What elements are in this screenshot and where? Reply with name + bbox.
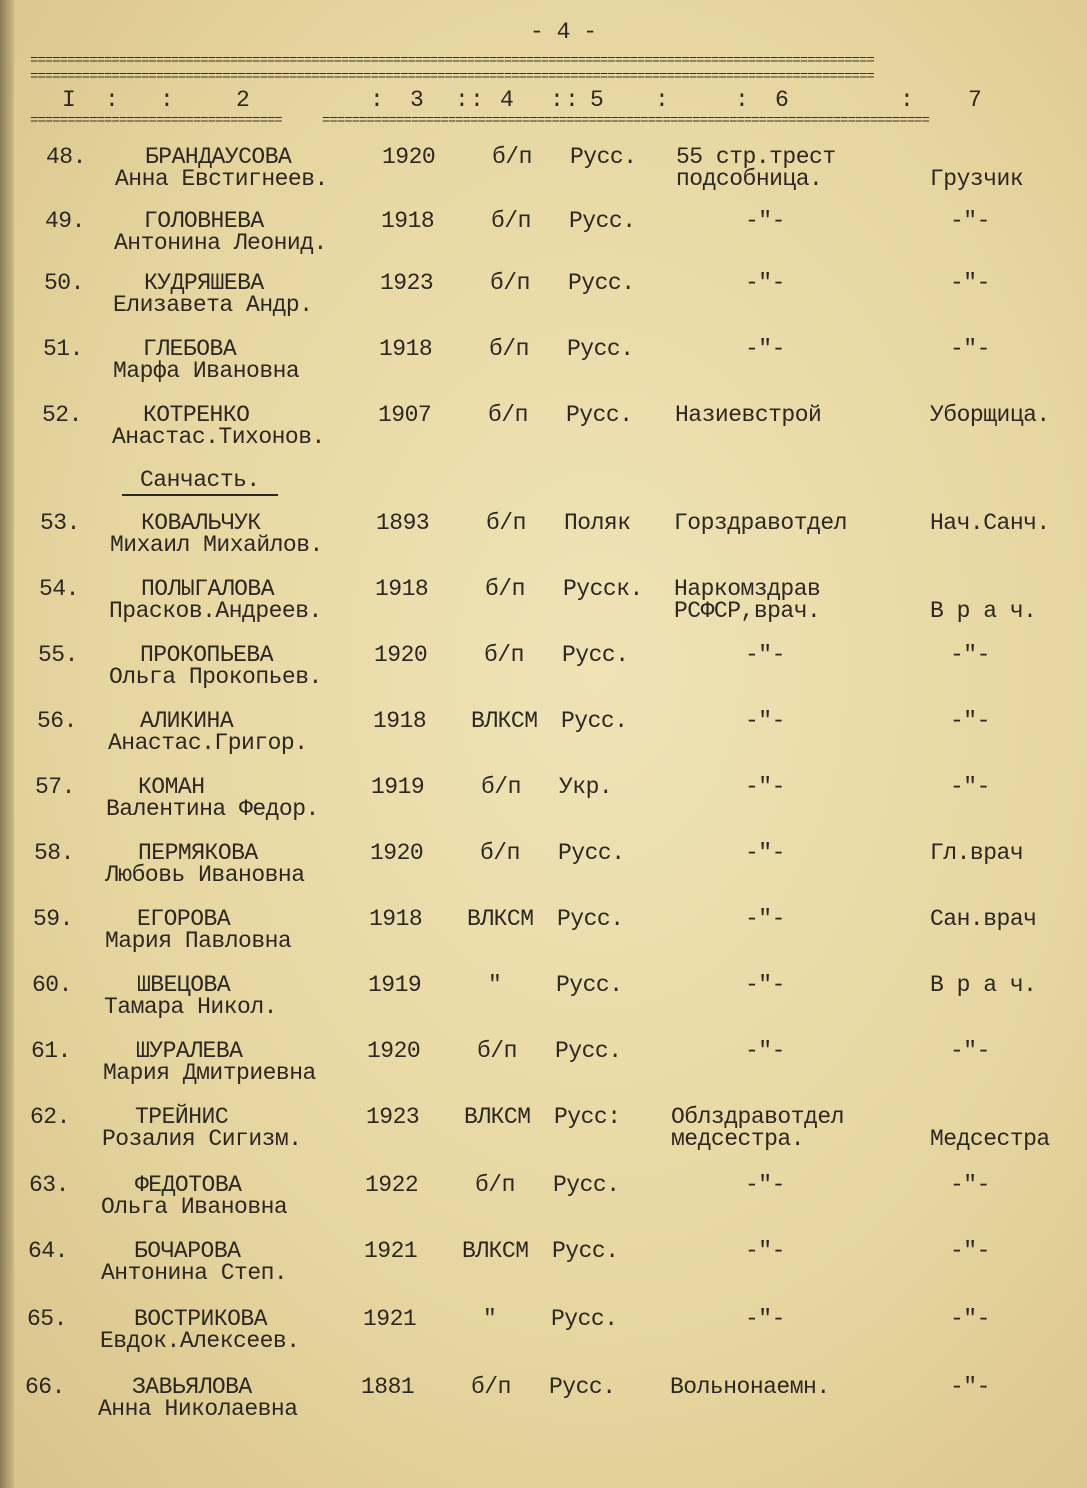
table-row	[0, 1240, 1087, 1300]
cell-org: -"-	[745, 1172, 785, 1198]
cell-org: -"-	[745, 708, 785, 734]
cell-party: б/п	[481, 774, 521, 800]
table-row	[0, 710, 1087, 770]
cell-num: 53.	[40, 510, 80, 536]
cell-org: -"-	[745, 1306, 785, 1332]
cell-org: Облздравотдел медсестра.	[671, 1104, 844, 1152]
cell-party: б/п	[488, 402, 528, 428]
table-row	[0, 644, 1087, 704]
cell-num: 59.	[33, 906, 73, 932]
cell-year: 1920	[382, 144, 436, 170]
cell-org: -"-	[745, 840, 785, 866]
cell-surname: ГЛЕБОВА	[143, 336, 237, 362]
cell-surname: КУДРЯШЕВА	[144, 270, 264, 296]
table-row	[0, 1040, 1087, 1100]
cell-org: Горздравотдел	[674, 510, 847, 536]
cell-nat: Русс.	[568, 270, 635, 296]
header-rule-top: ==================================================================================================================	[30, 54, 874, 68]
cell-pos: Нач.Санч.	[930, 510, 1050, 536]
table-row	[0, 1376, 1087, 1436]
cell-party: б/п	[491, 208, 531, 234]
table-row	[0, 842, 1087, 902]
table-row	[0, 338, 1087, 398]
cell-given: Ольга Прокопьев.	[109, 664, 322, 690]
table-row	[0, 210, 1087, 270]
cell-surname: АЛИКИНА	[140, 708, 234, 734]
cell-party: б/п	[471, 1374, 511, 1400]
cell-num: 54.	[39, 576, 79, 602]
cell-num: 57.	[35, 774, 75, 800]
cell-surname: ШУРАЛЕВА	[136, 1038, 243, 1064]
cell-org: 55 стр.трест подсобница.	[676, 144, 836, 192]
cell-given: Любовь Ивановна	[105, 862, 305, 888]
cell-org: -"-	[745, 774, 785, 800]
cell-given: Валентина Федор.	[106, 796, 319, 822]
cell-pos: Уборщица.	[930, 402, 1050, 428]
column-header-6: 6	[775, 87, 789, 113]
cell-party: "	[488, 972, 502, 998]
cell-pos: -"-	[950, 208, 990, 234]
cell-year: 1921	[363, 1306, 417, 1332]
cell-party: ВЛКСМ	[471, 708, 538, 734]
header-separator: :	[900, 87, 914, 113]
cell-surname: ТРЕЙНИС	[135, 1104, 229, 1130]
cell-year: 1920	[367, 1038, 421, 1064]
cell-party: б/п	[475, 1172, 515, 1198]
cell-given: Ольга Ивановна	[101, 1194, 288, 1220]
cell-pos: В р а ч.	[930, 598, 1037, 624]
cell-surname: КОТРЕНКО	[143, 402, 250, 428]
table-row	[0, 404, 1087, 464]
cell-party: б/п	[485, 576, 525, 602]
cell-year: 1918	[379, 336, 433, 362]
cell-year: 1920	[370, 840, 424, 866]
cell-given: Елизавета Андр.	[113, 292, 313, 318]
table-row	[0, 272, 1087, 332]
cell-surname: ПРОКОПЬЕВА	[140, 642, 274, 668]
cell-party: б/п	[489, 336, 529, 362]
cell-org: -"-	[745, 270, 785, 296]
cell-given: Мария Дмитриевна	[103, 1060, 316, 1086]
cell-num: 66.	[25, 1374, 65, 1400]
cell-num: 65.	[27, 1306, 67, 1332]
cell-num: 48.	[46, 144, 86, 170]
cell-num: 49.	[45, 208, 85, 234]
table-row	[0, 908, 1087, 968]
header-rule-bottom-right: ==================================================================================	[322, 114, 929, 128]
cell-year: 1923	[380, 270, 434, 296]
cell-num: 55.	[38, 642, 78, 668]
cell-org: -"-	[745, 642, 785, 668]
header-separator: :	[160, 87, 174, 113]
cell-party: б/п	[492, 144, 532, 170]
cell-org: -"-	[745, 208, 785, 234]
cell-pos: -"-	[950, 774, 990, 800]
table-row	[0, 776, 1087, 836]
cell-nat: Русс.	[551, 1306, 618, 1332]
cell-surname: БОЧАРОВА	[134, 1238, 241, 1264]
cell-pos: -"-	[950, 1238, 990, 1264]
header-rule-bottom-left: ==================================	[30, 114, 282, 128]
table-row	[0, 1308, 1087, 1368]
cell-nat: Русс.	[570, 144, 637, 170]
cell-num: 52.	[42, 402, 82, 428]
cell-given: Анна Николаевна	[98, 1396, 298, 1422]
cell-pos: -"-	[950, 1374, 990, 1400]
column-header-5: 5	[590, 87, 604, 113]
cell-year: 1920	[374, 642, 428, 668]
cell-nat: Русск.	[563, 576, 643, 602]
cell-pos: -"-	[950, 708, 990, 734]
header-separator: :	[455, 87, 469, 113]
cell-year: 1881	[361, 1374, 415, 1400]
cell-num: 62.	[30, 1104, 70, 1130]
cell-surname: КОМАН	[138, 774, 205, 800]
cell-pos: -"-	[950, 1306, 990, 1332]
cell-nat: Русс.	[556, 972, 623, 998]
cell-given: Марфа Ивановна	[113, 358, 300, 384]
cell-year: 1923	[366, 1104, 420, 1130]
header-separator: :	[550, 87, 564, 113]
table-row	[0, 1174, 1087, 1234]
cell-pos: Сан.врач	[930, 906, 1037, 932]
cell-party: ВЛКСМ	[467, 906, 534, 932]
cell-nat: Укр.	[559, 774, 613, 800]
cell-surname: БРАНДАУСОВА	[145, 144, 292, 170]
cell-nat: Русс.	[557, 906, 624, 932]
cell-nat: Русс.	[555, 1038, 622, 1064]
cell-given: Анастас.Тихонов.	[112, 424, 325, 450]
header-separator: :	[655, 87, 669, 113]
cell-given: Розалия Сигизм.	[102, 1126, 302, 1152]
cell-org: Вольнонаемн.	[670, 1374, 830, 1400]
cell-given: Анастас.Григор.	[108, 730, 308, 756]
cell-org: Наркомздрав РСФСР,врач.	[674, 576, 821, 624]
cell-surname: ЗАВЬЯЛОВА	[132, 1374, 252, 1400]
cell-pos: Грузчик	[930, 166, 1024, 192]
column-header-4: 4	[500, 87, 514, 113]
cell-nat: Русс.	[552, 1238, 619, 1264]
cell-given: Тамара Никол.	[104, 994, 277, 1020]
cell-pos: -"-	[950, 642, 990, 668]
cell-nat: Русс.	[566, 402, 633, 428]
cell-year: 1918	[369, 906, 423, 932]
cell-num: 51.	[43, 336, 83, 362]
cell-org: -"-	[745, 906, 785, 932]
cell-org: -"-	[745, 1038, 785, 1064]
cell-num: 58.	[34, 840, 74, 866]
cell-nat: Русс.	[549, 1374, 616, 1400]
cell-party: б/п	[477, 1038, 517, 1064]
cell-party: б/п	[486, 510, 526, 536]
cell-surname: ПОЛЫГАЛОВА	[141, 576, 275, 602]
section-title: Санчасть.	[122, 468, 278, 496]
cell-surname: ВОСТРИКОВА	[134, 1306, 268, 1332]
cell-surname: ФЕДОТОВА	[135, 1172, 242, 1198]
cell-org: Назиевстрой	[675, 402, 822, 428]
cell-nat: Русс:	[554, 1104, 621, 1130]
cell-year: 1919	[371, 774, 425, 800]
cell-nat: Поляк	[564, 510, 631, 536]
cell-surname: ПЕРМЯКОВА	[138, 840, 258, 866]
cell-given: Анна Евстигнеев.	[115, 166, 328, 192]
cell-given: Михаил Михайлов.	[110, 532, 323, 558]
table-row	[0, 578, 1087, 638]
cell-year: 1921	[364, 1238, 418, 1264]
cell-pos: -"-	[950, 1038, 990, 1064]
cell-org: -"-	[745, 1238, 785, 1264]
cell-party: ВЛКСМ	[462, 1238, 529, 1264]
header-separator: :	[370, 87, 384, 113]
cell-year: 1893	[376, 510, 430, 536]
cell-given: Антонина Леонид.	[114, 230, 327, 256]
column-header-7: 7	[968, 87, 982, 113]
cell-nat: Русс.	[558, 840, 625, 866]
table-row	[0, 1106, 1087, 1166]
cell-year: 1918	[375, 576, 429, 602]
cell-given: Мария Павловна	[105, 928, 292, 954]
cell-pos: -"-	[950, 336, 990, 362]
column-header-1: I	[62, 87, 76, 113]
cell-surname: ГОЛОВНЕВА	[144, 208, 264, 234]
page-number: - 4 -	[530, 19, 597, 45]
cell-nat: Русс.	[561, 708, 628, 734]
cell-num: 61.	[31, 1038, 71, 1064]
header-rule-top-2: ==================================================================================================================	[30, 70, 874, 84]
table-row	[0, 146, 1087, 206]
cell-year: 1907	[378, 402, 432, 428]
cell-year: 1922	[365, 1172, 419, 1198]
cell-num: 56.	[37, 708, 77, 734]
cell-pos: Гл.врач	[930, 840, 1024, 866]
cell-num: 63.	[29, 1172, 69, 1198]
cell-nat: Русс.	[567, 336, 634, 362]
cell-nat: Русс.	[553, 1172, 620, 1198]
cell-party: "	[483, 1306, 497, 1332]
header-separator: :	[735, 87, 749, 113]
cell-nat: Русс.	[562, 642, 629, 668]
column-header-3: 3	[410, 87, 424, 113]
column-header-2: 2	[236, 87, 250, 113]
cell-pos: -"-	[950, 1172, 990, 1198]
cell-given: Евдок.Алексеев.	[100, 1328, 300, 1354]
cell-party: ВЛКСМ	[464, 1104, 531, 1130]
cell-given: Антонина Степ.	[101, 1260, 288, 1286]
cell-year: 1918	[373, 708, 427, 734]
cell-pos: -"-	[950, 270, 990, 296]
table-row	[0, 512, 1087, 572]
cell-num: 60.	[32, 972, 72, 998]
cell-org: -"-	[745, 972, 785, 998]
cell-pos: Медсестра	[930, 1126, 1050, 1152]
cell-party: б/п	[484, 642, 524, 668]
cell-year: 1919	[368, 972, 422, 998]
cell-pos: В р а ч.	[930, 972, 1037, 998]
header-separator: :	[565, 87, 579, 113]
cell-surname: КОВАЛЬЧУК	[141, 510, 261, 536]
cell-party: б/п	[490, 270, 530, 296]
cell-surname: ШВЕЦОВА	[137, 972, 231, 998]
cell-given: Прасков.Андреев.	[109, 598, 322, 624]
cell-year: 1918	[381, 208, 435, 234]
header-separator: :	[105, 87, 119, 113]
header-separator: :	[470, 87, 484, 113]
cell-num: 64.	[28, 1238, 68, 1264]
cell-num: 50.	[44, 270, 84, 296]
cell-surname: ЕГОРОВА	[137, 906, 231, 932]
cell-org: -"-	[745, 336, 785, 362]
cell-party: б/п	[480, 840, 520, 866]
cell-nat: Русс.	[569, 208, 636, 234]
table-row	[0, 974, 1087, 1034]
